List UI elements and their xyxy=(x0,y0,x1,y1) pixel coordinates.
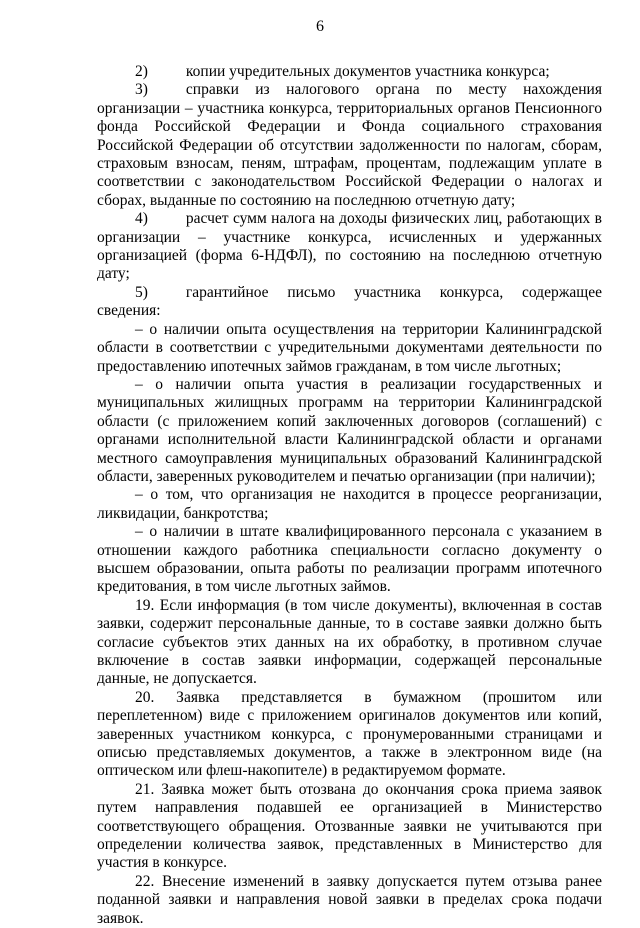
list-item-3 xyxy=(97,81,602,210)
dash-item-reorganization: – о том, что организация не находится в процессе реорганизации, ликвидации, банкротства; xyxy=(97,486,602,522)
list-marker: 4) xyxy=(135,210,148,228)
list-marker: 5) xyxy=(135,283,148,301)
list-marker: 3) xyxy=(135,81,148,99)
list-item-4 xyxy=(97,210,602,284)
document-body xyxy=(97,63,602,928)
clause-20: 20. Заявка представляется в бумажном (прошитом или переплетенном) виде с приложением оригиналов документов или копий, заверенных участником конкурса, с пронумерованными страницами и описью представляемых документов, а также в электронном виде (на оптическом или флеш-накопителе) в редактируемом формате. xyxy=(97,688,602,780)
clause-21: 21. Заявка может быть отозвана до окончания срока приема заявок путем направления подавшей ее организацией в Министерство соответствующего обращения. Отозванные заявки не учитываются при определении количества заявок, представленных в Министерство для участия в конкурсе. xyxy=(97,780,602,872)
list-item-2 xyxy=(97,63,602,81)
dash-item-programs: – о наличии опыта участия в реализации государственных и муниципальных жилищных программ на территории Калининградской области (с приложением копий заключенных договоров (соглашений) с органами исполнительной власти Калининградской области и органами местного самоуправления муниципальных образований Калининградской области, заверенных руководителем и печатью организации (при наличии); xyxy=(97,375,602,485)
clause-22: 22. Внесение изменений в заявку допускается путем отзыва ранее поданной заявки и направления новой заявки в пределах срока подачи заявок. xyxy=(97,872,602,927)
page-number: 6 xyxy=(316,18,324,35)
list-marker: 2) xyxy=(135,63,148,80)
list-item-5 xyxy=(97,284,602,321)
list-item-text: расчет сумм налога на доходы физических лиц, работающих в организации – участнике конкурса, исчисленных и удержанных организацией (форма 6-НДФЛ), по состоянию на последнюю отчетную дату; xyxy=(97,210,602,283)
list-item-text: справки из налогового органа по месту нахождения организации – участника конкурса, территориальных органов Пенсионного фонда Российской Федерации и Фонда социального страхования Российской Федерации об отсутствии задолженности по налогам, сборам, страховым взносам, пеням, штрафам, процентам, подлежащим уплате в соответствии с законодательством Российской Федерации о налогах и сборах, выданные по состоянию на последнюю отчетную дату; xyxy=(97,81,602,209)
clause-19: 19. Если информация (в том числе документы), включенная в состав заявки, содержит персональные данные, то в составе заявки должно быть согласие субъектов этих данных на их обработку, в противном случае включение в состав заявки информации, содержащей персональные данные, не допускается. xyxy=(97,596,602,688)
list-item-text: копии учредительных документов участника конкурса; xyxy=(185,63,550,80)
dash-item-experience: – о наличии опыта осуществления на территории Калининградской области в соответствии с учредительными документами деятельности по предоставлению ипотечных займов гражданам, в том числе льготных; xyxy=(97,320,602,375)
dash-item-staff: – о наличии в штате квалифицированного персонала с указанием в отношении каждого работника специальности согласно документу о высшем образовании, опыта работы по реализации программ ипотечного кредитования, в том числе льготных займов. xyxy=(97,523,602,596)
list-item-text: гарантийное письмо участника конкурса, содержащее сведения: xyxy=(97,283,602,320)
